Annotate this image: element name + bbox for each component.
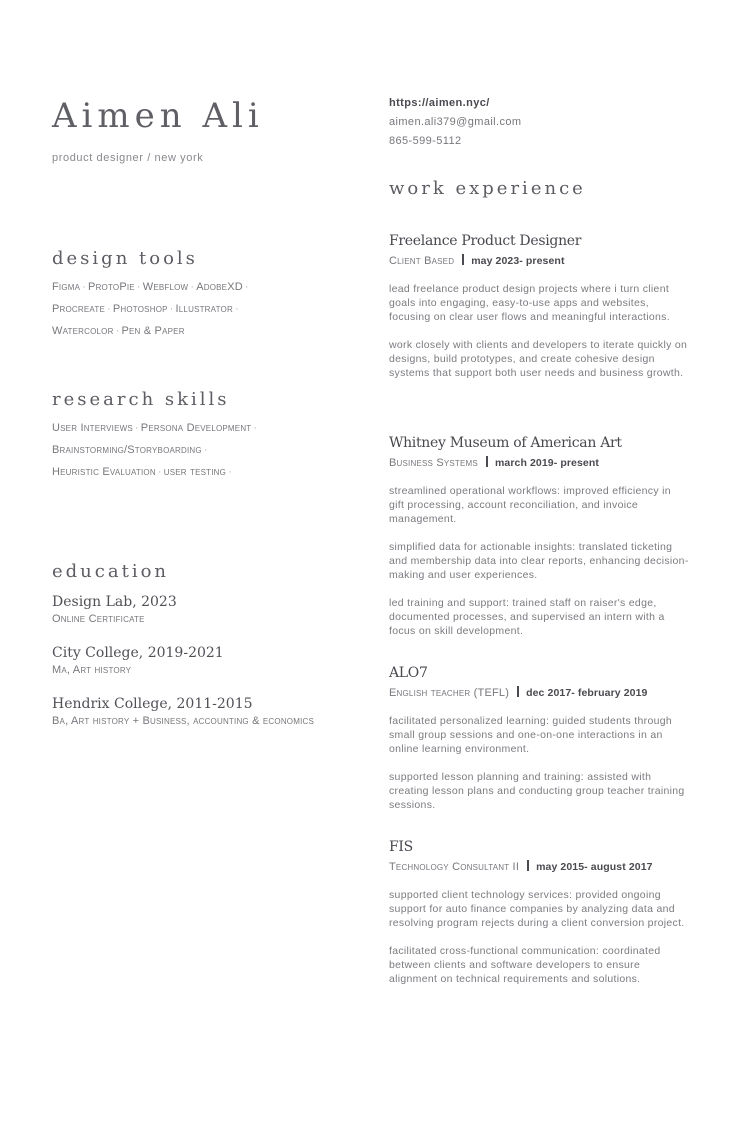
job-role: English teacher (TEFL) [389,687,510,699]
education-title: City College, 2019-2021 [52,645,224,661]
job-meta [389,685,689,700]
job-dates: may 2015- august 2017 [536,861,653,873]
job-entry [389,664,689,812]
education-entry [52,644,224,677]
education-heading: education [52,561,169,582]
job-role: Client Based [389,255,455,267]
tool-item: Procreate [52,303,105,315]
job-meta [389,455,689,470]
job-title: ALO7 [389,665,428,681]
tool-item: Webflow [142,281,189,293]
research-skills-row: Brainstorming/Storyboarding · [52,444,208,456]
skill-item: Heuristic Evaluation [52,466,156,478]
design-tools-heading: design tools [52,248,198,269]
job-title: Freelance Product Designer [389,233,582,249]
job-description: simplified data for actionable insights: translated ticketing and membership data into clear reports, enhancing decision-making and user experiences. [389,541,689,581]
job-role: Technology Consultant II [389,861,520,873]
job-description: facilitated cross-functional communication: coordinated between clients and software developers to ensure alignment on technical requirements and solutions. [389,945,661,985]
research-skills-heading: research skills [52,389,230,410]
candidate-name: Aimen Ali [52,96,264,136]
skill-item: Persona Development [140,422,252,434]
research-skills-row: User Interviews · Persona Development · [52,422,258,434]
tool-item: ProtoPie [88,281,135,293]
job-description: supported lesson planning and training: assisted with creating lesson plans and conducting group teacher training sessions. [389,771,685,811]
job-dates: march 2019- present [494,457,599,469]
education-title: Hendrix College, 2011-2015 [52,696,253,712]
education-subtitle: Ma, Art history [52,664,132,676]
education-subtitle: Ba, Art history + Business, accounting & economics [52,715,315,727]
education-entry [52,593,177,626]
job-description: supported client technology services: provided ongoing support for auto finance companies by analyzing data and resolving program rejects during a client conversion project. [389,889,685,929]
job-description: streamlined operational workflows: improved efficiency in gift processing, account reconciliation, and invoice management. [389,485,671,525]
job-meta [389,253,689,268]
job-title: FIS [389,839,413,855]
job-entry [389,838,689,986]
research-skills-row: Heuristic Evaluation · user testing · [52,466,232,478]
skill-item: Brainstorming/Storyboarding [52,444,202,456]
contact-info [389,96,521,153]
skill-item: user testing [163,466,227,478]
tool-item: Figma [52,281,81,293]
design-tools-row: Figma · ProtoPie · Webflow · AdobeXD · [52,281,249,293]
email-link[interactable]: aimen.ali379@gmail.com [389,116,522,128]
divider [486,456,488,467]
website-link[interactable]: https://aimen.nyc/ [389,97,490,109]
job-dates: dec 2017- february 2019 [526,687,648,699]
job-role: Business Systems [389,457,478,469]
job-entry [389,434,689,638]
tool-item: Illustrator [175,303,233,315]
education-entry [52,695,314,728]
education-title: Design Lab, 2023 [52,594,177,610]
job-description: facilitated personalized learning: guided students through small group sessions and one-on-one interactions in an online learning environment. [389,715,672,755]
job-description: lead freelance product design projects where i turn client goals into engaging, easy-to-use apps and websites, focusing on clear user flows and meaningful interactions. [389,283,670,323]
job-meta [389,859,689,874]
divider [527,860,529,871]
job-description: work closely with clients and developers to iterate quickly on designs, build prototypes, and create cohesive design systems that support both user needs and business growth. [389,339,688,379]
phone-number: 865-599-5112 [389,135,462,147]
skill-item: User Interviews [52,422,133,434]
job-dates: may 2023- present [471,255,565,267]
candidate-tagline: product designer / new york [52,152,204,164]
divider [517,686,519,697]
job-entry [389,232,689,380]
job-description: led training and support: trained staff on raiser's edge, documented processes, and supervised an intern with a focus on skill development. [389,597,665,637]
research-skills-list [52,421,259,487]
design-tools-list [52,280,251,346]
education-subtitle: Online Certificate [52,613,145,625]
design-tools-row: Procreate · Photoshop · Illustrator · [52,303,239,315]
tool-item: Photoshop [112,303,168,315]
work-experience-heading: work experience [389,178,586,199]
job-title: Whitney Museum of American Art [389,435,622,451]
tool-item: Pen & Paper [121,325,185,337]
tool-item: AdobeXD [196,281,243,293]
design-tools-row: Watercolor · Pen & Paper [52,325,185,337]
tool-item: Watercolor [52,325,114,337]
divider [462,254,464,265]
